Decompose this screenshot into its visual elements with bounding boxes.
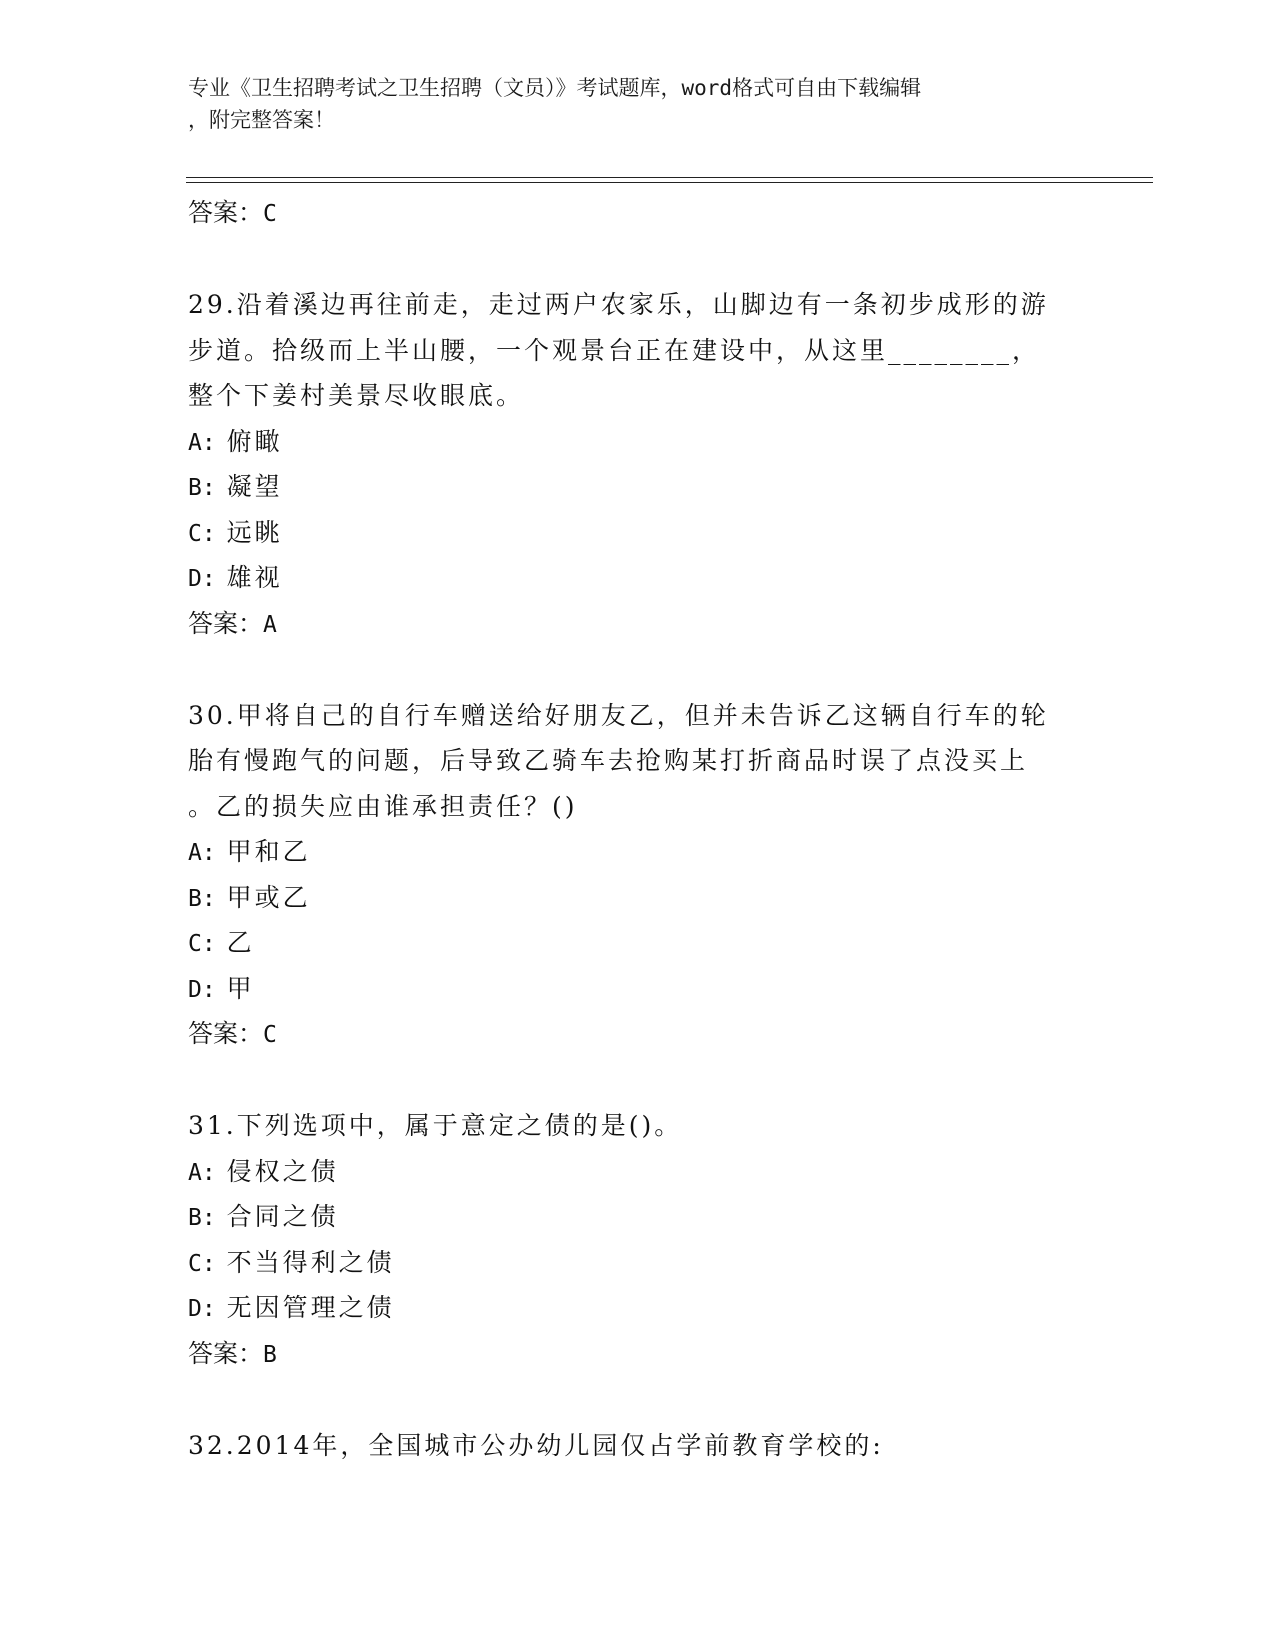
answer-value: A [263,611,277,638]
answer-label: 答案： [188,608,264,638]
spacer [188,646,1108,693]
option-text: 侵权之债 [226,1156,339,1186]
option-key: D: [188,976,216,1003]
answer-value: C [263,1022,277,1048]
option-text: 合同之债 [226,1202,339,1231]
spacer [188,235,1108,282]
question-line: 胎有慢跑气的问题，后导致乙骑车去抢购某打折商品时误了点没买上 [188,746,1029,775]
option-b [188,875,1108,921]
question-line: 整个下姜村美景尽收眼底。 [188,381,525,410]
answer-value: B [263,1341,277,1368]
question-text [188,1103,1108,1149]
question-line: 32.2014年，全国城市公办幼儿园仅占学前教育学校的: [188,1430,884,1460]
option-d [188,1285,1108,1331]
option-key: B: [188,475,216,501]
question-line: 步道。拾级而上半山腰，一个观景台正在建设中，从这里________， [188,335,1041,365]
header-line-2: ，附完整答案！ [188,108,335,132]
header-divider-top [186,177,1153,178]
option-d [188,555,1108,601]
option-key: B: [188,1205,216,1231]
option-key: D: [188,566,216,592]
question-line: 29.沿着溪边再往前走，走过两户农家乐，山脚边有一条初步成形的游 [188,290,1049,319]
question-line: 。乙的损失应由谁承担责任？() [188,791,578,821]
option-text: 不当得利之债 [226,1247,395,1277]
answer-label: 答案： [188,1019,264,1048]
option-c [188,1240,1108,1286]
option-key: C: [188,1250,216,1277]
option-key: C: [188,520,216,547]
question-text [188,693,1108,830]
option-a [188,419,1108,465]
option-text: 甲或乙 [226,882,311,912]
option-text: 甲和乙 [226,837,311,866]
header-line-1: 专业《卫生招聘考试之卫生招聘（文员）》考试题库，word格式可自由下载编辑 [188,76,922,100]
option-b [188,464,1108,510]
answer-line [188,1331,1108,1376]
option-key: A: [188,1159,216,1186]
option-text: 凝望 [226,472,283,501]
option-c [188,920,1108,966]
answer-line [188,190,1108,235]
answer-label: 答案： [188,1338,264,1368]
option-key: C: [188,931,216,957]
option-text: 无因管理之债 [226,1293,395,1322]
option-key: D: [188,1296,216,1322]
option-key: A: [188,840,216,866]
answer-line [188,601,1108,646]
option-key: A: [188,429,216,456]
header-divider-bottom [186,182,1153,183]
question-line: 30.甲将自己的自行车赠送给好朋友乙，但并未告诉乙这辆自行车的轮 [188,700,1049,730]
option-text: 俯瞰 [226,426,283,456]
question-text [188,1423,1108,1469]
option-text: 雄视 [226,563,283,592]
answer-line [188,1011,1108,1056]
spacer [188,1376,1108,1423]
option-b [188,1194,1108,1240]
question-text [188,282,1108,419]
option-a [188,829,1108,875]
option-text: 远眺 [226,517,283,547]
option-d [188,966,1108,1012]
answer-label: 答案： [188,198,264,227]
option-text: 乙 [226,928,255,957]
option-c [188,510,1108,556]
option-a [188,1149,1108,1195]
option-text: 甲 [226,973,255,1003]
question-line: 31.下列选项中，属于意定之债的是()。 [188,1111,683,1140]
document-header [188,72,1088,136]
spacer [188,1056,1108,1103]
answer-value: C [263,201,277,227]
document-body [188,190,1108,1468]
option-key: B: [188,885,216,912]
